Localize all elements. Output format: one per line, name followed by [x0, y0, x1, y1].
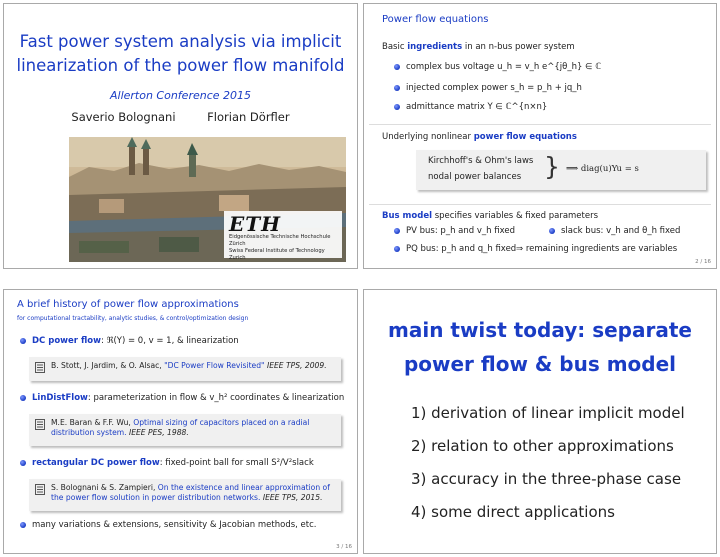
reference-link[interactable]: On the existence and linear approximation of the power flow solution in power distribution networks. [51, 483, 330, 502]
bullet-icon [20, 460, 26, 466]
ingredients-intro: Basic ingredients in an n-bus power system [382, 42, 575, 52]
title-slide [3, 3, 358, 269]
outline-item: 4) some direct applications [411, 503, 615, 521]
power-flow-equations-slide [363, 3, 717, 269]
lindistflow-item: LinDistFlow: parameterization in flow & v_h² coordinates & linearization [20, 393, 344, 403]
headline-line2: power flow & bus model [403, 352, 677, 376]
slide-title: A brief history of power flow approximations [17, 299, 239, 310]
reference-baran: M.E. Baran & F.F. Wu, Optimal sizing of capacitors placed on a radial distribution system. IEEE PES, 1988. [29, 414, 341, 446]
authors [4, 110, 357, 124]
book-icon [35, 419, 45, 430]
divider [369, 124, 711, 125]
power-flow-equation: ⟹ diag(u)Yu = s [566, 164, 639, 174]
equation-box [416, 150, 706, 190]
eth-logo: ETH [229, 212, 282, 236]
ingredient-item: complex bus voltage u_h = v_h e^{jθ_h} ∈ ℂ [394, 62, 601, 72]
kirchhoff-line: Kirchhoff's & Ohm's laws [428, 156, 534, 166]
reference-link[interactable]: Optimal sizing of capacitors placed on a radial distribution system. [51, 418, 310, 437]
eth-name-german: Eidgenössische Technische Hochschule Zürich [229, 234, 331, 247]
slack-bus-item: slack bus: v_h and θ_h fixed [549, 226, 680, 236]
pv-bus-item: PV bus: p_h and v_h fixed [394, 226, 515, 236]
bullet-icon [549, 228, 555, 234]
headline-line1: main twist today: separate [388, 318, 692, 342]
eth-logo-panel [224, 211, 342, 261]
bullet-icon [394, 85, 400, 91]
outline-item: 2) relation to other approximations [411, 437, 674, 455]
pq-bus-item: PQ bus: p_h and q_h fixed [394, 244, 516, 254]
bus-model-intro: Bus model specifies variables & fixed parameters [382, 211, 599, 221]
author-bolognani: Saverio Bolognani [71, 110, 176, 124]
author-dorfler: Florian Dörfler [207, 110, 290, 124]
ingredient-item: admittance matrix Y ∈ ℂ^{n×n} [394, 102, 547, 112]
book-icon [35, 362, 45, 373]
slide-title: Power flow equations [382, 14, 489, 25]
balance-line: nodal power balances [428, 172, 522, 182]
bullet-icon [20, 338, 26, 344]
reference-stott: B. Stott, J. Jardim, & O. Alsac, "DC Power Flow Revisited" IEEE TPS, 2009. [29, 357, 341, 381]
slide-subtitle: for computational tractability, analytic studies, & control/optimization design [17, 315, 249, 322]
talk-title-line2: linearization of the power flow manifold [16, 56, 345, 75]
conference-name: Allerton Conference 2015 [109, 89, 252, 102]
bullet-icon [20, 395, 26, 401]
brace-icon: } [544, 152, 560, 181]
outline-item: 3) accuracy in the three-phase case [411, 470, 682, 488]
outline-item: 1) derivation of linear implicit model [411, 404, 685, 422]
dc-power-flow-item: DC power flow: ℜ(Y) = 0, v = 1, & linearization [20, 336, 239, 346]
bullet-icon [20, 522, 26, 528]
bullet-icon [394, 228, 400, 234]
remaining-note: ⇒ remaining ingredients are variables [516, 244, 678, 254]
bullet-icon [394, 246, 400, 252]
divider [369, 204, 711, 205]
history-slide [3, 289, 358, 554]
reference-bolognani: S. Bolognani & S. Zampieri, On the existence and linear approximation of the power flow solution in power distribution networks. IEEE TPS, 2015. [29, 479, 341, 511]
ingredient-item: injected complex power s_h = p_h + jq_h [394, 83, 582, 93]
bullet-icon [394, 104, 400, 110]
underlying-intro: Underlying nonlinear power flow equations [382, 132, 577, 142]
outline-slide [363, 289, 717, 554]
rectangular-dc-item: rectangular DC power flow: fixed-point ball for small S²/V²slack [20, 458, 314, 468]
book-icon [35, 484, 45, 495]
bullet-icon [394, 64, 400, 70]
reference-link[interactable]: "DC Power Flow Revisited" [164, 361, 265, 370]
variations-item: many variations & extensions, sensitivity & Jacobian methods, etc. [20, 520, 316, 530]
eth-name-english: Swiss Federal Institute of Technology Zurich [229, 248, 325, 261]
talk-title-line1: Fast power system analysis via implicit [19, 32, 342, 51]
page-number: 2 / 16 [695, 259, 711, 265]
page-number: 3 / 16 [336, 544, 352, 550]
